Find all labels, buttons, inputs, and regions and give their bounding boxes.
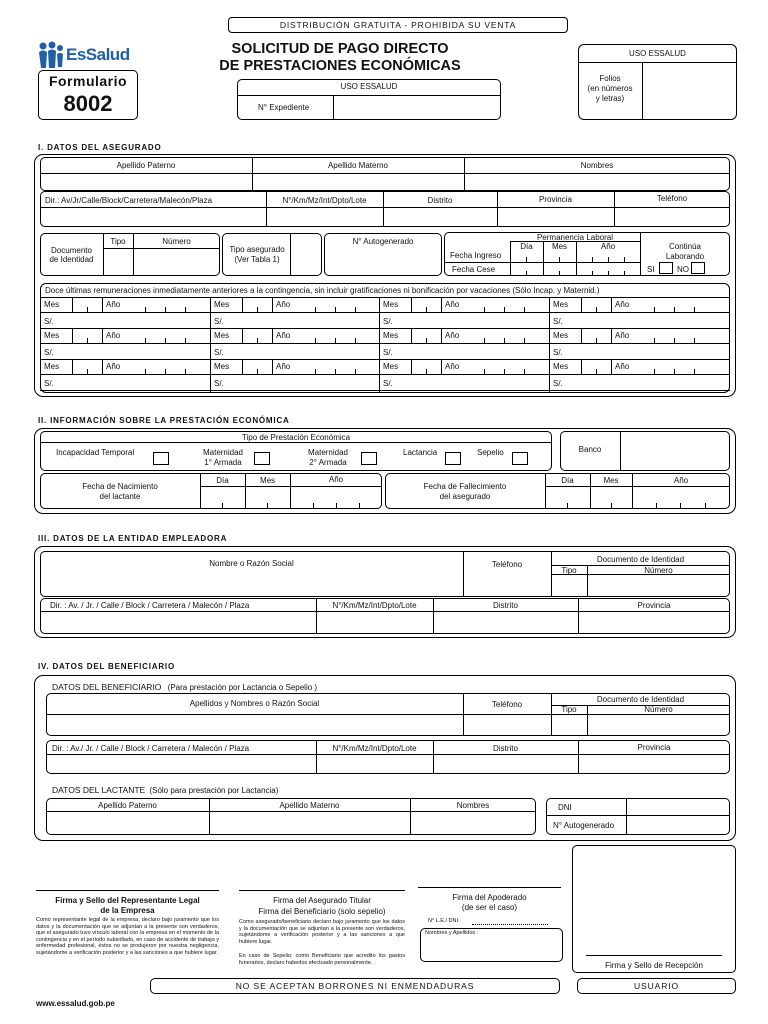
rem-soles-label: S/. bbox=[214, 317, 224, 326]
benef-doc-tipo-field[interactable] bbox=[552, 715, 586, 735]
maternidad2-checkbox[interactable] bbox=[361, 452, 377, 465]
apod-title-2: (de ser el caso) bbox=[461, 903, 518, 912]
rem-soles-label: S/. bbox=[553, 379, 563, 388]
documento-label-2: de Identidad bbox=[49, 255, 94, 264]
doc-tipo-label: Tipo bbox=[110, 237, 126, 246]
fal-anio-label: Año bbox=[673, 476, 689, 485]
incapacidad-checkbox[interactable] bbox=[153, 452, 169, 465]
sepelio-label: Sepelio bbox=[477, 448, 504, 457]
lact-autogenerado-label: N° Autogenerado bbox=[553, 821, 615, 830]
recepcion-label: Firma y Sello de Recepción bbox=[605, 961, 703, 970]
emp-distrito-label: Distrito bbox=[493, 601, 518, 610]
perm-mes-label: Mes bbox=[551, 242, 568, 251]
permanencia-label: Permanencia Laboral bbox=[536, 233, 614, 242]
fallecimiento-label-1: Fecha de Fallecimiento bbox=[423, 482, 507, 491]
doc-numero-label: Número bbox=[162, 237, 191, 246]
remuneraciones-label: Doce últimas remuneraciones inmediatamente anteriores a la contingencia, sin incluir gratificaciones ni bonificación por vacaciones (Sólo Incap. y Maternid.) bbox=[45, 286, 600, 295]
emp-direccion-field[interactable] bbox=[41, 612, 315, 633]
maternidad1-checkbox[interactable] bbox=[254, 452, 270, 465]
rem-amount-field[interactable] bbox=[64, 375, 204, 389]
fecha-ingreso-field[interactable] bbox=[511, 251, 639, 261]
razon-social-label: Nombre o Razón Social bbox=[209, 559, 294, 568]
section3-title: III. DATOS DE LA ENTIDAD EMPLEADORA bbox=[38, 534, 228, 543]
nac-mes-label: Mes bbox=[259, 476, 276, 485]
distrito-label: Distrito bbox=[427, 196, 453, 205]
continua-label-2: Laborando bbox=[665, 252, 705, 261]
datos-lactante-label bbox=[52, 786, 278, 795]
rem-mes-label: Mes bbox=[553, 362, 569, 371]
rem-anio-label: Año bbox=[106, 331, 121, 340]
nombres-field[interactable] bbox=[465, 174, 729, 190]
benef-numero-dir-label: N°/Km/Mz/Int/Dpto/Lote bbox=[332, 744, 417, 753]
rem-anio-label: Año bbox=[106, 362, 121, 371]
benef-distrito-field[interactable] bbox=[434, 755, 577, 773]
rep-title-2: de la Empresa bbox=[100, 906, 155, 915]
rem-soles-label: S/. bbox=[383, 317, 393, 326]
expediente-field[interactable] bbox=[334, 96, 500, 119]
no-checkbox[interactable] bbox=[691, 262, 705, 274]
incapacidad-label: Incapacidad Temporal bbox=[56, 448, 135, 457]
nacimiento-label-2: del lactante bbox=[99, 492, 141, 501]
essalud-logo bbox=[36, 40, 140, 70]
rem-anio-label: Año bbox=[445, 300, 460, 309]
lact-materno-label: Apellido Materno bbox=[279, 801, 340, 810]
doc-numero-field[interactable] bbox=[134, 249, 219, 275]
rem-amount-field[interactable] bbox=[573, 344, 713, 358]
benef-provincia-label: Provincia bbox=[637, 743, 671, 752]
no-label: NO bbox=[677, 265, 689, 274]
rem-amount-field[interactable] bbox=[234, 313, 374, 327]
autogenerado-label: N° Autogenerado bbox=[352, 237, 414, 246]
aseg-signature-area[interactable] bbox=[239, 850, 405, 888]
sepelio-checkbox[interactable] bbox=[512, 452, 528, 465]
continua-label-1: Continúa bbox=[668, 242, 702, 251]
people-icon bbox=[36, 40, 66, 70]
benef-distrito-label: Distrito bbox=[493, 744, 518, 753]
rem-soles-label: S/. bbox=[44, 348, 54, 357]
rem-soles-label: S/. bbox=[383, 379, 393, 388]
apellido-materno-field[interactable] bbox=[253, 174, 463, 190]
benef-numero-dir-field[interactable] bbox=[317, 755, 432, 773]
maternidad2-label-1: Maternidad bbox=[307, 448, 349, 457]
recepcion-signature-area[interactable] bbox=[573, 846, 735, 954]
emp-numero-dir-field[interactable] bbox=[317, 612, 432, 633]
rem-mes-label: Mes bbox=[553, 300, 569, 309]
emp-doc-tipo-field[interactable] bbox=[552, 575, 586, 596]
distrito-field[interactable] bbox=[384, 208, 496, 226]
emp-direccion-label: Dir. : Av. / Jr. / Calle / Block / Carretera / Malecón / Plaza bbox=[50, 601, 250, 610]
provincia-field[interactable] bbox=[498, 208, 613, 226]
rem-soles-label: S/. bbox=[44, 317, 54, 326]
rem-amount-field[interactable] bbox=[64, 313, 204, 327]
usuario-label: USUARIO bbox=[633, 981, 680, 991]
rem-mes-label: Mes bbox=[44, 362, 60, 371]
rem-anio-label: Año bbox=[445, 331, 460, 340]
banco-field[interactable] bbox=[621, 432, 729, 470]
fecha-cese-field[interactable] bbox=[511, 263, 639, 275]
emp-telefono-label: Teléfono bbox=[491, 560, 523, 569]
form-title-line2: DE PRESTACIONES ECONÓMICAS bbox=[219, 58, 461, 74]
rem-mes-label: Mes bbox=[214, 331, 230, 340]
benef-documento-label: Documento de Identidad bbox=[596, 695, 685, 704]
apellido-paterno-label: Apellido Paterno bbox=[116, 161, 176, 170]
emp-tipo-label: Tipo bbox=[561, 566, 577, 575]
folios-label-1: Folios bbox=[599, 74, 621, 83]
rem-mes-label: Mes bbox=[383, 331, 399, 340]
maternidad1-label-2: 1° Armada bbox=[204, 458, 242, 467]
expediente-label: N° Expediente bbox=[258, 103, 310, 112]
rem-amount-field[interactable] bbox=[573, 313, 713, 327]
rem-mes-label: Mes bbox=[44, 300, 60, 309]
perm-anio-label: Año bbox=[600, 242, 616, 251]
benef-nombres-field[interactable] bbox=[47, 715, 462, 735]
rem-soles-label: S/. bbox=[214, 348, 224, 357]
rem-mes-label: Mes bbox=[214, 362, 230, 371]
nac-anio-label: Año bbox=[328, 475, 344, 484]
rem-mes-label: Mes bbox=[44, 331, 60, 340]
rem-anio-label: Año bbox=[276, 362, 291, 371]
nac-dia-label: Día bbox=[216, 476, 229, 485]
lact-dni-label: DNI bbox=[558, 803, 572, 812]
top-banner-text: DISTRIBUCIÓN GRATUITA - PROHIBIDA SU VENTA bbox=[279, 20, 517, 30]
apod-signature-area[interactable] bbox=[418, 850, 561, 886]
emp-provincia-label: Provincia bbox=[637, 601, 671, 610]
fallecimiento-field[interactable] bbox=[546, 487, 729, 508]
rem-amount-field[interactable] bbox=[573, 375, 713, 389]
provincia-label: Provincia bbox=[539, 195, 572, 204]
direccion-field[interactable] bbox=[41, 208, 265, 226]
rem-mes-label: Mes bbox=[553, 331, 569, 340]
lactancia-label: Lactancia bbox=[403, 448, 438, 457]
apellido-materno-label: Apellido Materno bbox=[327, 161, 389, 170]
razon-social-field[interactable] bbox=[41, 574, 462, 596]
fallecimiento-label-2: del asegurado bbox=[439, 492, 491, 501]
benef-doc-numero-field[interactable] bbox=[588, 715, 729, 735]
lactancia-checkbox[interactable] bbox=[445, 452, 461, 465]
rem-mes-label: Mes bbox=[383, 300, 399, 309]
nacimiento-field[interactable] bbox=[201, 487, 381, 508]
tipo-asegurado-label-2: (Ver Tabla 1) bbox=[234, 255, 280, 264]
uso-essalud-right-label: USO ESSALUD bbox=[629, 49, 686, 58]
emp-telefono-field[interactable] bbox=[464, 574, 550, 596]
direccion-label: Dir.: Av/Jr/Calle/Block/Carretera/Malecón/Plaza bbox=[45, 196, 213, 205]
section2-title: II. INFORMACIÓN SOBRE LA PRESTACIÓN ECONÓMICA bbox=[38, 416, 290, 425]
apod-nombres-label: Nombres y Apellidos : bbox=[425, 930, 479, 936]
form-label: Formulario bbox=[48, 73, 128, 89]
maternidad1-label-1: Maternidad bbox=[202, 448, 244, 457]
datos-beneficiario-title: DATOS DEL BENEFICIARIO bbox=[52, 682, 162, 692]
aseg-title-1: Firma del Asegurado Titular bbox=[273, 896, 371, 905]
folios-field[interactable] bbox=[643, 63, 736, 119]
form-title-line1: SOLICITUD DE PAGO DIRECTO bbox=[231, 41, 449, 57]
fal-mes-label: Mes bbox=[603, 476, 619, 485]
maternidad2-label-2: 2° Armada bbox=[309, 458, 347, 467]
apellido-paterno-field[interactable] bbox=[41, 174, 251, 190]
telefono-field[interactable] bbox=[615, 208, 729, 226]
datos-beneficiario-label bbox=[52, 683, 317, 692]
sepelio-declaration: En caso de Sepelio; como Beneficiario que acredito los gastos funerarios, declaro haberlos efectuado personalmente. bbox=[239, 953, 405, 966]
benef-telefono-field[interactable] bbox=[464, 715, 550, 735]
apod-le-label: N° L.E./ DNI. bbox=[428, 918, 460, 924]
doc-tipo-field[interactable] bbox=[104, 249, 132, 275]
rem-mes-label: Mes bbox=[383, 362, 399, 371]
autogenerado-field[interactable] bbox=[325, 250, 441, 275]
rem-anio-label: Año bbox=[615, 362, 630, 371]
datos-beneficiario-note: (Para prestación por Lactancia o Sepelio ) bbox=[167, 683, 318, 692]
rem-soles-label: S/. bbox=[553, 317, 563, 326]
benef-telefono-label: Teléfono bbox=[491, 700, 523, 709]
rem-amount-field[interactable] bbox=[403, 375, 543, 389]
rep-declaration: Como representante legal de la empresa, declaro bajo juramento que los datos y la documentación que se adjuntan a la presente son verdaderos, que el asegurado tuvo vínculo laboral con la empresa en el momento de la contingencia y en el período subsidiado, en caso de accidente de trabajo y enfermedad profesional, éstos no se produjeron por nuestra negligencia, sujetándome a verificación posterior y a las sanciones a que hubiere lugar. bbox=[36, 917, 219, 956]
fecha-ingreso-label: Fecha Ingreso bbox=[450, 251, 502, 260]
benef-nombres-label: Apellidos y Nombres o Razón Social bbox=[189, 699, 320, 708]
lact-paterno-field[interactable] bbox=[47, 812, 208, 834]
emp-numero-dir-label: N°/Km/Mz/Int/Dpto/Lote bbox=[332, 601, 417, 610]
rem-amount-field[interactable] bbox=[403, 313, 543, 327]
aseg-declaration: Como asegurado/beneficiario declaro bajo juramento que los datos y la documentación que se adjuntan a la presente son verdaderos, sujetándome a verificación posterior y a las sanciones a que hubiere lugar. bbox=[239, 919, 405, 945]
si-checkbox[interactable] bbox=[659, 262, 673, 274]
nombres-label: Nombres bbox=[580, 161, 614, 170]
benef-tipo-label: Tipo bbox=[561, 705, 577, 714]
rem-amount-field[interactable] bbox=[234, 344, 374, 358]
rem-soles-label: S/. bbox=[383, 348, 393, 357]
lact-nombres-label: Nombres bbox=[456, 801, 490, 810]
lact-paterno-label: Apellido Paterno bbox=[98, 801, 157, 810]
section4-title: IV. DATOS DEL BENEFICIARIO bbox=[38, 662, 175, 671]
rep-signature-area[interactable] bbox=[36, 850, 219, 888]
website-link[interactable]: www.essalud.gob.pe bbox=[36, 999, 115, 1008]
rem-anio-label: Año bbox=[615, 300, 630, 309]
benef-provincia-field[interactable] bbox=[579, 755, 729, 773]
folios-label-2: (en números bbox=[587, 84, 633, 93]
rem-amount-field[interactable] bbox=[403, 344, 543, 358]
lact-autogenerado-field[interactable] bbox=[627, 816, 729, 834]
fecha-cese-label: Fecha Cese bbox=[452, 265, 496, 274]
emp-distrito-field[interactable] bbox=[434, 612, 577, 633]
rem-soles-label: S/. bbox=[44, 379, 54, 388]
emp-doc-numero-field[interactable] bbox=[588, 575, 729, 596]
benef-direccion-label: Dir. : Av./ Jr. / Calle / Block / Carretera / Malecón / Plaza bbox=[52, 744, 250, 753]
lact-dni-field[interactable] bbox=[627, 799, 729, 814]
section1-title: I. DATOS DEL ASEGURADO bbox=[38, 143, 162, 152]
rem-soles-label: S/. bbox=[553, 348, 563, 357]
folios-label-3: y letras) bbox=[595, 94, 625, 103]
numero-dir-field[interactable] bbox=[267, 208, 382, 226]
tipo-asegurado-field[interactable] bbox=[291, 234, 321, 275]
lact-materno-field[interactable] bbox=[210, 812, 409, 834]
tipo-asegurado-label-1: Tipo asegurado bbox=[229, 245, 285, 254]
tipo-prestacion-label: Tipo de Prestación Económica bbox=[241, 433, 351, 442]
form-number: 8002 bbox=[63, 91, 113, 116]
rem-amount-field[interactable] bbox=[234, 375, 374, 389]
uso-essalud-label: USO ESSALUD bbox=[340, 82, 398, 91]
apod-title-1: Firma del Apoderado bbox=[452, 893, 527, 902]
aseg-title-2: Firma del Beneficiario (solo sepelio) bbox=[258, 907, 386, 916]
perm-dia-label: Día bbox=[520, 242, 533, 251]
benef-direccion-field[interactable] bbox=[47, 755, 315, 773]
rem-mes-label: Mes bbox=[214, 300, 230, 309]
telefono-label: Teléfono bbox=[656, 194, 688, 203]
lact-nombres-field[interactable] bbox=[411, 812, 535, 834]
rem-anio-label: Año bbox=[276, 331, 291, 340]
documento-label-1: Documento bbox=[51, 246, 92, 255]
rem-anio-label: Año bbox=[615, 331, 630, 340]
rem-anio-label: Año bbox=[445, 362, 460, 371]
datos-lactante-note: (Sólo para prestación por Lactancia) bbox=[149, 786, 279, 795]
rep-title-1: Firma y Sello del Representante Legal bbox=[55, 896, 200, 905]
rem-amount-field[interactable] bbox=[64, 344, 204, 358]
numero-dir-label: N°/Km/Mz/Int/Dpto/Lote bbox=[282, 196, 367, 205]
rem-anio-label: Año bbox=[276, 300, 291, 309]
datos-lactante-title: DATOS DEL LACTANTE bbox=[52, 785, 146, 795]
nacimiento-label-1: Fecha de Nacimiento bbox=[82, 482, 158, 491]
banco-label: Banco bbox=[578, 445, 602, 454]
footer-note: NO SE ACEPTAN BORRONES NI ENMENDADURAS bbox=[235, 981, 475, 991]
rem-soles-label: S/. bbox=[214, 379, 224, 388]
emp-numero-label: Número bbox=[644, 566, 673, 575]
rem-anio-label: Año bbox=[106, 300, 121, 309]
benef-numero-label: Número bbox=[644, 705, 673, 714]
emp-provincia-field[interactable] bbox=[579, 612, 729, 633]
si-label: SI bbox=[647, 265, 655, 274]
brand-name: EsSalud bbox=[66, 45, 130, 64]
emp-documento-label: Documento de Identidad bbox=[596, 555, 685, 564]
fal-dia-label: Día bbox=[561, 476, 574, 485]
